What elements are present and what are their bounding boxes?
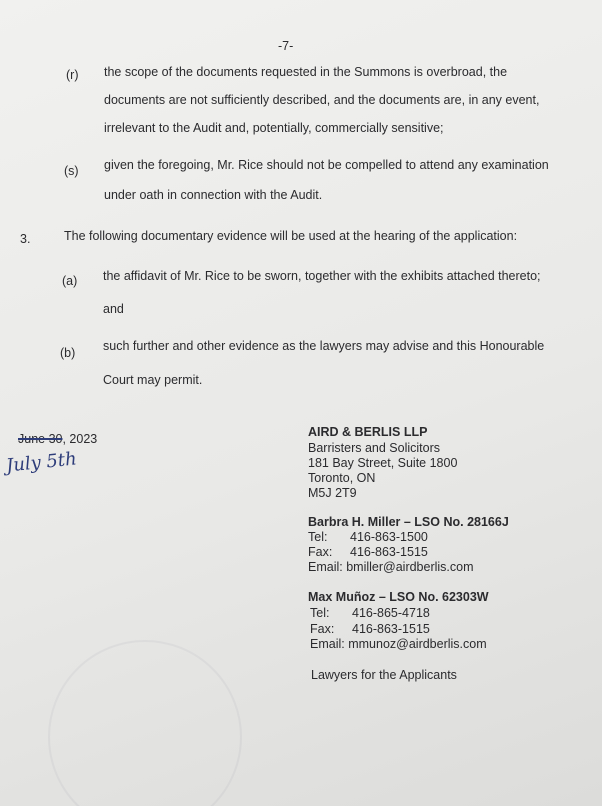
item-s-line2: under oath in connection with the Audit. bbox=[104, 188, 323, 202]
item-b-marker: (b) bbox=[60, 346, 76, 360]
lawyer2-email-label: Email: bbox=[310, 637, 345, 651]
item-r-marker: (r) bbox=[66, 68, 79, 82]
firm-postal: M5J 2T9 bbox=[308, 486, 357, 500]
lawyer2-email: mmunoz@airdberlis.com bbox=[348, 637, 487, 651]
section-3-text: The following documentary evidence will be used at the hearing of the application: bbox=[64, 229, 518, 243]
lawyer2-tel-label: Tel: bbox=[310, 606, 330, 620]
item-s-marker: (s) bbox=[64, 164, 79, 178]
lawyer1-email-row bbox=[308, 560, 474, 574]
item-r-line1: the scope of the documents requested in the Summons is overbroad, the bbox=[104, 65, 508, 79]
item-a-line1: the affidavit of Mr. Rice to be sworn, together with the exhibits attached thereto; bbox=[103, 269, 541, 283]
lawyer1-tel-label: Tel: bbox=[308, 530, 328, 544]
lawyer1-tel: 416-863-1500 bbox=[350, 530, 428, 544]
date bbox=[18, 433, 97, 446]
lawyer2-email-row bbox=[310, 637, 487, 651]
item-a-marker: (a) bbox=[62, 274, 78, 288]
firm-address1: 181 Bay Street, Suite 1800 bbox=[308, 456, 458, 470]
lawyer1-email-label: Email: bbox=[308, 560, 343, 574]
lawyer2-tel: 416-865-4718 bbox=[352, 606, 430, 620]
lawyer2-fax: 416-863-1515 bbox=[352, 622, 430, 636]
lawyer2-fax-label: Fax: bbox=[310, 622, 335, 636]
lawyer2-tel-row bbox=[310, 606, 430, 620]
firm-address2: Toronto, ON bbox=[308, 471, 376, 485]
lawyer2-fax-row bbox=[310, 622, 430, 636]
lawyer1-name: Barbra H. Miller – LSO No. 28166J bbox=[308, 515, 509, 529]
item-a-line2: and bbox=[103, 302, 124, 316]
item-r-line3: irrelevant to the Audit and, potentially, commercially sensitive; bbox=[104, 121, 444, 135]
item-b-line1: such further and other evidence as the lawyers may advise and this Honourable bbox=[103, 339, 545, 353]
lawyer2-name: Max Muñoz – LSO No. 62303W bbox=[308, 590, 489, 604]
item-r-line2: documents are not sufficiently described, and the documents are, in any event, bbox=[104, 93, 540, 107]
item-b-line2: Court may permit. bbox=[103, 373, 203, 387]
handwritten-date: July 5th bbox=[5, 448, 78, 477]
lawyer1-fax-row bbox=[308, 545, 428, 559]
lawyers-role: Lawyers for the Applicants bbox=[311, 668, 457, 682]
lawyer1-fax: 416-863-1515 bbox=[350, 545, 428, 559]
firm-name: AIRD & BERLIS LLP bbox=[308, 425, 428, 439]
date-struck: June 30 bbox=[18, 432, 63, 446]
faint-stamp-seal bbox=[48, 640, 242, 806]
page-number: -7- bbox=[278, 39, 294, 53]
item-s-line1: given the foregoing, Mr. Rice should not be compelled to attend any examination bbox=[104, 158, 549, 172]
lawyer1-tel-row bbox=[308, 530, 428, 544]
lawyer1-email: bmiller@airdberlis.com bbox=[346, 560, 474, 574]
firm-desc: Barristers and Solicitors bbox=[308, 441, 440, 455]
section-3-marker: 3. bbox=[20, 232, 31, 246]
date-rest: , 2023 bbox=[62, 432, 98, 446]
lawyer1-fax-label: Fax: bbox=[308, 545, 333, 559]
